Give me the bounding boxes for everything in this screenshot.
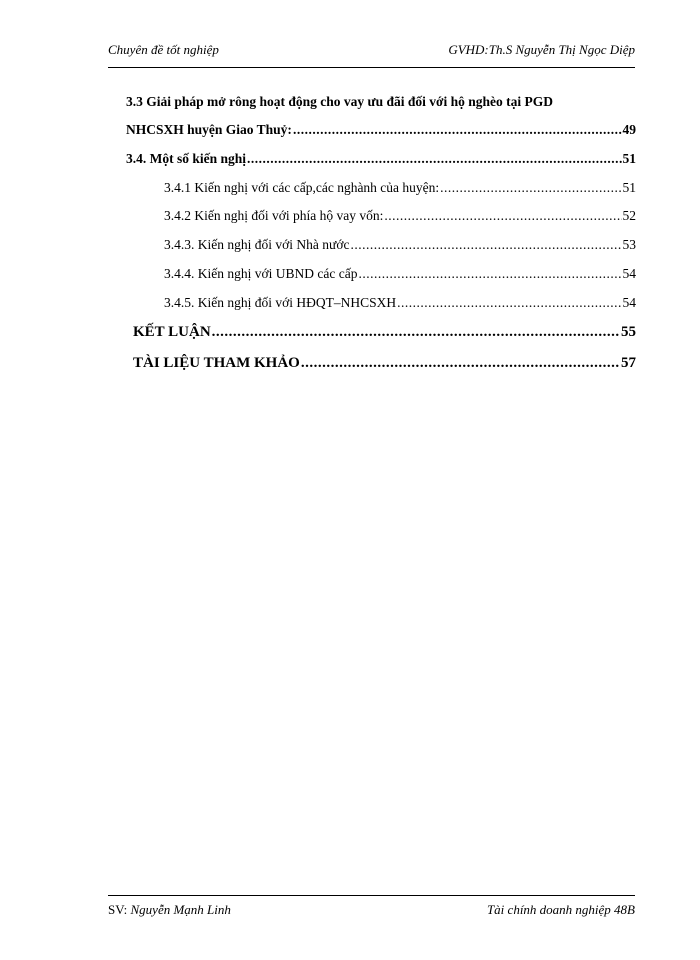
page-footer — [108, 902, 635, 922]
toc-entry-3-4-1[interactable] — [164, 180, 636, 200]
toc-entry-page: 54 — [622, 266, 636, 281]
toc-entry-page: 52 — [622, 208, 636, 223]
toc-entry-3-4-5[interactable] — [164, 295, 636, 315]
toc-entry-title: 3.4.3. Kiến nghị đối với Nhà nước — [164, 237, 350, 252]
toc-leader — [350, 237, 621, 253]
toc-entry-title: 3.4.1 Kiến nghị với các cấp,các nghành của huyện: — [164, 180, 440, 195]
toc-entry-page: 51 — [622, 151, 636, 166]
footer-student — [108, 902, 231, 918]
toc-leader — [301, 355, 620, 372]
toc-entry-3-4-2[interactable] — [164, 208, 636, 228]
header-divider — [108, 67, 635, 68]
footer-student-name: Nguyễn Mạnh Linh — [130, 902, 231, 917]
toc-leader — [384, 208, 621, 224]
toc-entry-3-4-4[interactable] — [164, 266, 636, 286]
toc-entry-tai-lieu[interactable] — [133, 355, 636, 375]
toc-leader — [440, 180, 621, 196]
toc-entry-page: 49 — [622, 122, 636, 137]
toc-leader — [397, 295, 621, 311]
toc-entry-title: KẾT LUẬN — [133, 324, 211, 340]
footer-divider — [108, 895, 635, 896]
toc-entry-3-3-cont[interactable] — [126, 122, 636, 142]
footer-class: Tài chính doanh nghiệp 48B — [486, 902, 635, 917]
toc-leader — [247, 151, 621, 167]
page-header — [108, 42, 635, 66]
header-right-advisor: GVHD:Th.S Nguyễn Thị Ngọc Diệp — [448, 42, 635, 57]
toc-entry-page: 55 — [621, 324, 636, 340]
header-left-title: Chuyên đề tốt nghiệp — [108, 42, 219, 57]
toc-entry-title: 3.4.4. Kiến nghị với UBND các cấp — [164, 266, 358, 281]
footer-sv-label: SV: — [108, 902, 128, 917]
toc-entry-page: 51 — [622, 180, 636, 195]
toc-entry-ket-luan[interactable] — [133, 324, 636, 344]
toc-entry-page: 54 — [622, 295, 636, 310]
toc-leader — [293, 122, 622, 138]
toc-entry-3-3[interactable] — [126, 94, 636, 114]
toc-entry-title: 3.4.2 Kiến nghị đối với phía hộ vay vốn: — [164, 208, 384, 223]
toc-entry-3-4-3[interactable] — [164, 237, 636, 257]
toc-entry-title: 3.4.5. Kiến nghị đối với HĐQT–NHCSXH — [164, 295, 397, 310]
toc-entry-title: NHCSXH huyện Giao Thuỷ: — [126, 122, 292, 137]
toc-leader — [212, 324, 620, 341]
toc-entry-3-4[interactable] — [126, 151, 636, 171]
toc-entry-title: 3.4. Một số kiến nghị — [126, 151, 247, 166]
toc-entry-title: TÀI LIỆU THAM KHẢO — [133, 355, 300, 371]
toc-leader — [358, 266, 621, 282]
toc-entry-page: 57 — [621, 355, 636, 371]
toc-entry-title: 3.3 Giải pháp mở rông hoạt động cho vay ưu đãi đối với hộ nghèo tại PGD — [126, 94, 554, 109]
toc-entry-page: 53 — [622, 237, 636, 252]
